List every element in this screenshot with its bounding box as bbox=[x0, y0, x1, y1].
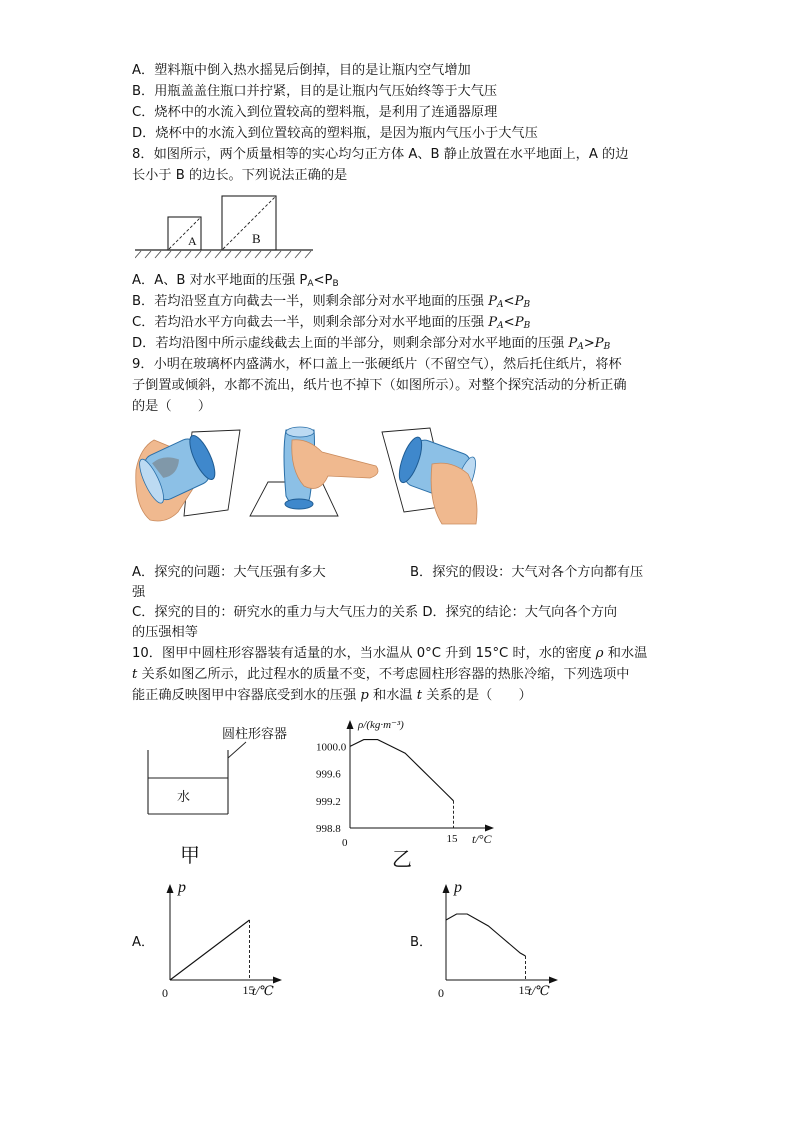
cube-b-label: B bbox=[252, 231, 261, 246]
x-axis-label: t/℃ bbox=[252, 983, 274, 998]
cube-a-label: A bbox=[188, 234, 197, 248]
y-axis-label: p bbox=[454, 879, 462, 896]
x-tick-label-15: 15 bbox=[446, 833, 458, 845]
q10-container-figure bbox=[140, 720, 310, 870]
q8-option-d: D．若均沿图中所示虚线截去上面的半部分，则剩余部分对水平地面的压强 $P_A>P_B$ bbox=[132, 336, 611, 352]
y-axis-arrow bbox=[167, 884, 174, 893]
y-tick-label: 999.2 bbox=[316, 795, 341, 808]
glass-tilted-right bbox=[382, 428, 480, 524]
x-axis-label: t/℃ bbox=[528, 983, 550, 998]
y-axis-label: ρ/(kg·m⁻³) bbox=[358, 719, 404, 731]
q8-option-c: C．若均沿水平方向截去一半，则剩余部分对水平地面的压强 $P_A<P_B$ bbox=[132, 315, 531, 331]
figure-jia-caption: 甲 bbox=[180, 843, 200, 867]
x-tick-label-0: 0 bbox=[438, 986, 444, 1000]
q7-option-d: D．烧杯中的水流入到位置较高的塑料瓶，是因为瓶内气压小于大气压 bbox=[132, 126, 538, 141]
y-tick-label: 1000.0 bbox=[316, 741, 347, 754]
x-tick-label-15: 15 bbox=[242, 983, 255, 997]
q8-option-b: B．若均沿竖直方向截去一半，则剩余部分对水平地面的压强 $P_A<P_B$ bbox=[132, 294, 531, 310]
q9-option-c-and-d: C．探究的目的：研究水的重力与大气压力的关系 D．探究的结论：大气向各个方向 bbox=[132, 605, 618, 620]
x-axis-label: t/°C bbox=[472, 832, 492, 846]
x-tick-label-0: 0 bbox=[342, 837, 348, 849]
q10-stem-line1: 10．图甲中圆柱形容器装有适量的水，当水温从 0°C 升到 15°C 时，水的密度 ρ 和水温 bbox=[132, 646, 648, 661]
q8-stem-line2: 长小于 B 的边长。下列说法正确的是 bbox=[132, 168, 348, 183]
q10-density-chart bbox=[310, 714, 510, 874]
glass-inverted-middle bbox=[250, 427, 378, 516]
q10-stem-line3: 能正确反映图甲中容器底受到水的压强 p 和水温 t 关系的是（ ） bbox=[132, 688, 532, 703]
x-tick-label-15: 15 bbox=[518, 983, 531, 997]
series-line bbox=[170, 920, 250, 980]
q9-option-a: A．探究的问题：大气压强有多大 bbox=[132, 565, 326, 580]
leader-line bbox=[228, 742, 246, 758]
y-axis-label: p bbox=[178, 879, 186, 896]
q8-cubes-figure bbox=[135, 192, 315, 260]
q7-option-a: A．塑料瓶中倒入热水摇晃后倒掉，目的是让瓶内空气增加 bbox=[132, 63, 471, 78]
x-tick-label-0: 0 bbox=[162, 986, 168, 1000]
figure-yi-caption: 乙 bbox=[392, 847, 412, 871]
x-axis-arrow bbox=[273, 977, 282, 984]
q10-option-b-chart bbox=[434, 876, 564, 1006]
q7-option-b: B．用瓶盖盖住瓶口并拧紧，目的是让瓶内气压始终等于大气压 bbox=[132, 84, 498, 99]
q9-stem-line3: 的是（ ） bbox=[132, 399, 212, 414]
glass-tilted-left bbox=[135, 430, 240, 521]
series-line bbox=[446, 914, 526, 956]
y-axis-arrow bbox=[443, 884, 450, 893]
q8-option-a: A．A、B 对水平地面的压强 $P_A<P_B$ bbox=[132, 273, 339, 289]
q9-glasses-figure bbox=[132, 420, 492, 528]
x-axis-arrow bbox=[549, 977, 558, 984]
q7-option-c: C．烧杯中的水流入到位置较高的塑料瓶，是利用了连通器原理 bbox=[132, 105, 498, 120]
q9-stem-line1: 9．小明在玻璃杯内盛满水，杯口盖上一张硬纸片（不留空气），然后托住纸片，将杯 bbox=[132, 357, 622, 372]
q10-option-a-label: A． bbox=[132, 935, 155, 950]
q10-stem-line2: t 关系如图乙所示，此过程水的质量不变，不考虑圆柱形容器的热胀冷缩，下列选项中 bbox=[132, 667, 630, 682]
q9-option-d-continued: 的压强相等 bbox=[132, 625, 198, 640]
q9-option-b: B．探究的假设：大气对各个方向都有压 bbox=[410, 565, 644, 580]
q9-stem-line2: 子倒置或倾斜，水都不流出，纸片也不掉下（如图所示）。对整个探究活动的分析正确 bbox=[132, 378, 627, 393]
q10-option-a-chart bbox=[158, 876, 288, 1006]
y-tick-label: 999.6 bbox=[316, 768, 341, 781]
y-axis-arrow bbox=[347, 720, 354, 729]
q9-option-b-continued: 强 bbox=[132, 585, 146, 600]
series-line bbox=[350, 740, 454, 801]
container-label: 圆柱形容器 bbox=[222, 727, 288, 742]
q10-option-b-label: B． bbox=[410, 935, 433, 950]
x-axis-arrow bbox=[485, 825, 494, 832]
water-label: 水 bbox=[177, 790, 191, 805]
y-tick-label: 998.8 bbox=[316, 823, 341, 835]
q8-stem-line1: 8．如图所示，两个质量相等的实心均匀正方体 A、B 静止放置在水平地面上，A 的边 bbox=[132, 147, 629, 162]
